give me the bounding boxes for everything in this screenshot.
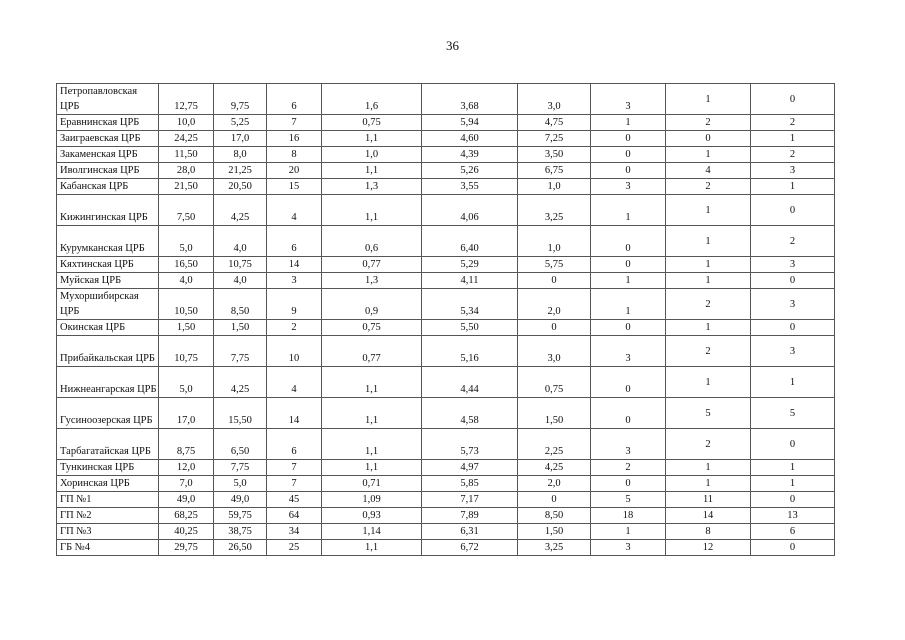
value-cell: 1,50 <box>159 320 214 336</box>
value-cell: 2 <box>751 226 835 257</box>
value-cell: 1,1 <box>322 367 422 398</box>
value-cell: 14 <box>267 257 322 273</box>
value-cell: 10,50 <box>159 289 214 320</box>
value-cell: 16 <box>267 131 322 147</box>
value-cell: 2 <box>666 289 751 320</box>
value-cell: 1 <box>666 257 751 273</box>
value-cell: 0 <box>591 367 666 398</box>
value-cell: 8,50 <box>518 508 591 524</box>
row-name-cell: Тункинская ЦРБ <box>57 460 159 476</box>
value-cell: 1 <box>591 273 666 289</box>
value-cell: 5,0 <box>159 367 214 398</box>
value-cell: 7 <box>267 115 322 131</box>
value-cell: 59,75 <box>214 508 267 524</box>
value-cell: 2,25 <box>518 429 591 460</box>
value-cell: 6,40 <box>422 226 518 257</box>
table-row <box>57 226 835 257</box>
table-row <box>57 115 835 131</box>
value-cell: 3 <box>591 84 666 115</box>
value-cell: 5 <box>591 492 666 508</box>
table-row <box>57 492 835 508</box>
value-cell: 5,0 <box>159 226 214 257</box>
value-cell: 12,75 <box>159 84 214 115</box>
value-cell: 1,50 <box>214 320 267 336</box>
value-cell: 5,34 <box>422 289 518 320</box>
table-row <box>57 84 835 115</box>
value-cell: 1 <box>751 367 835 398</box>
value-cell: 2 <box>591 460 666 476</box>
value-cell: 1 <box>751 179 835 195</box>
value-cell: 11 <box>666 492 751 508</box>
value-cell: 1,3 <box>322 179 422 195</box>
value-cell: 1 <box>591 289 666 320</box>
table-row <box>57 195 835 226</box>
value-cell: 20,50 <box>214 179 267 195</box>
value-cell: 3 <box>751 336 835 367</box>
value-cell: 2,0 <box>518 476 591 492</box>
value-cell: 16,50 <box>159 257 214 273</box>
value-cell: 8 <box>267 147 322 163</box>
value-cell: 7,25 <box>518 131 591 147</box>
row-name-cell: ГБ №4 <box>57 540 159 556</box>
value-cell: 1 <box>666 320 751 336</box>
value-cell: 21,25 <box>214 163 267 179</box>
table-row <box>57 398 835 429</box>
table-row <box>57 273 835 289</box>
value-cell: 64 <box>267 508 322 524</box>
value-cell: 8 <box>666 524 751 540</box>
value-cell: 21,50 <box>159 179 214 195</box>
value-cell: 3 <box>751 163 835 179</box>
value-cell: 4,25 <box>214 195 267 226</box>
value-cell: 15 <box>267 179 322 195</box>
table-row <box>57 524 835 540</box>
value-cell: 0,75 <box>322 320 422 336</box>
value-cell: 0 <box>751 273 835 289</box>
row-name-cell: Хоринская ЦРБ <box>57 476 159 492</box>
row-name-cell: Нижнеангарская ЦРБ <box>57 367 159 398</box>
value-cell: 1,0 <box>518 226 591 257</box>
value-cell: 0,9 <box>322 289 422 320</box>
table-row <box>57 367 835 398</box>
value-cell: 5,85 <box>422 476 518 492</box>
value-cell: 11,50 <box>159 147 214 163</box>
value-cell: 0,71 <box>322 476 422 492</box>
value-cell: 3,0 <box>518 84 591 115</box>
value-cell: 1,1 <box>322 163 422 179</box>
value-cell: 4,25 <box>518 460 591 476</box>
value-cell: 0 <box>591 131 666 147</box>
value-cell: 49,0 <box>214 492 267 508</box>
value-cell: 1,6 <box>322 84 422 115</box>
value-cell: 45 <box>267 492 322 508</box>
value-cell: 17,0 <box>214 131 267 147</box>
value-cell: 8,0 <box>214 147 267 163</box>
value-cell: 3,50 <box>518 147 591 163</box>
value-cell: 4,58 <box>422 398 518 429</box>
row-name-cell: Кяхтинская ЦРБ <box>57 257 159 273</box>
table-body <box>57 84 835 556</box>
value-cell: 0 <box>591 147 666 163</box>
value-cell: 10 <box>267 336 322 367</box>
row-name-cell: Мухоршибирская ЦРБ <box>57 289 159 320</box>
value-cell: 9 <box>267 289 322 320</box>
row-name-cell: Кижингинская ЦРБ <box>57 195 159 226</box>
value-cell: 4,25 <box>214 367 267 398</box>
value-cell: 4,60 <box>422 131 518 147</box>
row-name-cell: Петропавловская ЦРБ <box>57 84 159 115</box>
value-cell: 3 <box>591 540 666 556</box>
value-cell: 1,50 <box>518 398 591 429</box>
value-cell: 1 <box>666 84 751 115</box>
value-cell: 0 <box>518 320 591 336</box>
value-cell: 1,3 <box>322 273 422 289</box>
value-cell: 0,93 <box>322 508 422 524</box>
row-name-cell: Заиграевская ЦРБ <box>57 131 159 147</box>
value-cell: 6 <box>267 226 322 257</box>
value-cell: 4,39 <box>422 147 518 163</box>
value-cell: 0 <box>751 84 835 115</box>
value-cell: 0 <box>591 226 666 257</box>
value-cell: 1 <box>751 131 835 147</box>
row-name-cell: Курумканская ЦРБ <box>57 226 159 257</box>
value-cell: 7,75 <box>214 460 267 476</box>
value-cell: 1,1 <box>322 131 422 147</box>
table-row <box>57 179 835 195</box>
value-cell: 1,1 <box>322 540 422 556</box>
value-cell: 1,0 <box>322 147 422 163</box>
value-cell: 4 <box>267 195 322 226</box>
table-row <box>57 540 835 556</box>
row-name-cell: Кабанская ЦРБ <box>57 179 159 195</box>
value-cell: 4 <box>267 367 322 398</box>
row-name-cell: Гусиноозерская ЦРБ <box>57 398 159 429</box>
value-cell: 5,25 <box>214 115 267 131</box>
value-cell: 12 <box>666 540 751 556</box>
value-cell: 4,44 <box>422 367 518 398</box>
value-cell: 25 <box>267 540 322 556</box>
value-cell: 4,0 <box>159 273 214 289</box>
value-cell: 3,0 <box>518 336 591 367</box>
value-cell: 1 <box>591 195 666 226</box>
value-cell: 1,1 <box>322 195 422 226</box>
value-cell: 3 <box>591 429 666 460</box>
value-cell: 0,75 <box>518 367 591 398</box>
value-cell: 7,89 <box>422 508 518 524</box>
value-cell: 17,0 <box>159 398 214 429</box>
table-row <box>57 131 835 147</box>
value-cell: 2 <box>666 336 751 367</box>
value-cell: 1 <box>591 115 666 131</box>
value-cell: 6,50 <box>214 429 267 460</box>
table-row <box>57 289 835 320</box>
value-cell: 1,1 <box>322 398 422 429</box>
value-cell: 3 <box>591 336 666 367</box>
value-cell: 9,75 <box>214 84 267 115</box>
value-cell: 2 <box>666 429 751 460</box>
table-row <box>57 476 835 492</box>
value-cell: 1,09 <box>322 492 422 508</box>
value-cell: 5,50 <box>422 320 518 336</box>
row-name-cell: ГП №3 <box>57 524 159 540</box>
row-name-cell: Тарбагатайская ЦРБ <box>57 429 159 460</box>
value-cell: 3 <box>267 273 322 289</box>
value-cell: 15,50 <box>214 398 267 429</box>
value-cell: 26,50 <box>214 540 267 556</box>
value-cell: 1,0 <box>518 179 591 195</box>
value-cell: 6,75 <box>518 163 591 179</box>
value-cell: 0,77 <box>322 336 422 367</box>
value-cell: 49,0 <box>159 492 214 508</box>
value-cell: 0 <box>591 163 666 179</box>
value-cell: 40,25 <box>159 524 214 540</box>
data-table <box>56 83 835 556</box>
value-cell: 7,0 <box>159 476 214 492</box>
value-cell: 0 <box>751 195 835 226</box>
table-row <box>57 147 835 163</box>
value-cell: 38,75 <box>214 524 267 540</box>
value-cell: 4,0 <box>214 226 267 257</box>
row-name-cell: Окинская ЦРБ <box>57 320 159 336</box>
value-cell: 1 <box>666 147 751 163</box>
value-cell: 7,50 <box>159 195 214 226</box>
row-name-cell: Муйская ЦРБ <box>57 273 159 289</box>
row-name-cell: Иволгинская ЦРБ <box>57 163 159 179</box>
table-row <box>57 508 835 524</box>
table-row <box>57 163 835 179</box>
value-cell: 7,17 <box>422 492 518 508</box>
value-cell: 1 <box>591 524 666 540</box>
value-cell: 3,25 <box>518 195 591 226</box>
value-cell: 6,31 <box>422 524 518 540</box>
value-cell: 4,75 <box>518 115 591 131</box>
value-cell: 1,50 <box>518 524 591 540</box>
value-cell: 0 <box>591 398 666 429</box>
value-cell: 2 <box>267 320 322 336</box>
value-cell: 7 <box>267 476 322 492</box>
value-cell: 1,14 <box>322 524 422 540</box>
value-cell: 1 <box>666 460 751 476</box>
value-cell: 0,75 <box>322 115 422 131</box>
value-cell: 24,25 <box>159 131 214 147</box>
value-cell: 3,68 <box>422 84 518 115</box>
value-cell: 1 <box>666 476 751 492</box>
value-cell: 7 <box>267 460 322 476</box>
value-cell: 0 <box>591 476 666 492</box>
value-cell: 29,75 <box>159 540 214 556</box>
value-cell: 5,94 <box>422 115 518 131</box>
row-name-cell: ГП №1 <box>57 492 159 508</box>
value-cell: 2,0 <box>518 289 591 320</box>
value-cell: 1 <box>666 273 751 289</box>
value-cell: 0 <box>518 273 591 289</box>
value-cell: 8,50 <box>214 289 267 320</box>
value-cell: 2 <box>666 115 751 131</box>
value-cell: 3,25 <box>518 540 591 556</box>
value-cell: 8,75 <box>159 429 214 460</box>
value-cell: 4,0 <box>214 273 267 289</box>
value-cell: 6,72 <box>422 540 518 556</box>
value-cell: 4,11 <box>422 273 518 289</box>
value-cell: 1,1 <box>322 460 422 476</box>
value-cell: 7,75 <box>214 336 267 367</box>
row-name-cell: Закаменская ЦРБ <box>57 147 159 163</box>
value-cell: 5,16 <box>422 336 518 367</box>
value-cell: 14 <box>267 398 322 429</box>
value-cell: 3 <box>751 289 835 320</box>
value-cell: 1 <box>666 195 751 226</box>
value-cell: 0 <box>591 257 666 273</box>
value-cell: 3,55 <box>422 179 518 195</box>
value-cell: 0,77 <box>322 257 422 273</box>
value-cell: 34 <box>267 524 322 540</box>
value-cell: 0 <box>751 540 835 556</box>
value-cell: 4 <box>666 163 751 179</box>
value-cell: 3 <box>591 179 666 195</box>
value-cell: 4,97 <box>422 460 518 476</box>
value-cell: 2 <box>666 179 751 195</box>
value-cell: 20 <box>267 163 322 179</box>
value-cell: 1 <box>751 460 835 476</box>
value-cell: 12,0 <box>159 460 214 476</box>
value-cell: 0 <box>666 131 751 147</box>
value-cell: 5,29 <box>422 257 518 273</box>
row-name-cell: Еравнинская ЦРБ <box>57 115 159 131</box>
value-cell: 18 <box>591 508 666 524</box>
value-cell: 2 <box>751 115 835 131</box>
value-cell: 0 <box>751 429 835 460</box>
value-cell: 4,06 <box>422 195 518 226</box>
value-cell: 0 <box>751 320 835 336</box>
value-cell: 6 <box>751 524 835 540</box>
value-cell: 3 <box>751 257 835 273</box>
value-cell: 6 <box>267 429 322 460</box>
value-cell: 1 <box>666 367 751 398</box>
value-cell: 28,0 <box>159 163 214 179</box>
value-cell: 10,0 <box>159 115 214 131</box>
value-cell: 6 <box>267 84 322 115</box>
value-cell: 14 <box>666 508 751 524</box>
value-cell: 0 <box>591 320 666 336</box>
row-name-cell: Прибайкальская ЦРБ <box>57 336 159 367</box>
page-number: 36 <box>446 38 459 53</box>
table-row <box>57 460 835 476</box>
value-cell: 13 <box>751 508 835 524</box>
value-cell: 2 <box>751 147 835 163</box>
value-cell: 5,26 <box>422 163 518 179</box>
table-row <box>57 257 835 273</box>
value-cell: 1 <box>751 476 835 492</box>
value-cell: 10,75 <box>159 336 214 367</box>
row-name-cell: ГП №2 <box>57 508 159 524</box>
value-cell: 10,75 <box>214 257 267 273</box>
value-cell: 1,1 <box>322 429 422 460</box>
table-row <box>57 429 835 460</box>
value-cell: 5 <box>751 398 835 429</box>
value-cell: 0 <box>751 492 835 508</box>
value-cell: 0 <box>518 492 591 508</box>
value-cell: 5,75 <box>518 257 591 273</box>
table-row <box>57 336 835 367</box>
value-cell: 0,6 <box>322 226 422 257</box>
value-cell: 5 <box>666 398 751 429</box>
table-row <box>57 320 835 336</box>
value-cell: 5,0 <box>214 476 267 492</box>
value-cell: 5,73 <box>422 429 518 460</box>
value-cell: 68,25 <box>159 508 214 524</box>
value-cell: 1 <box>666 226 751 257</box>
